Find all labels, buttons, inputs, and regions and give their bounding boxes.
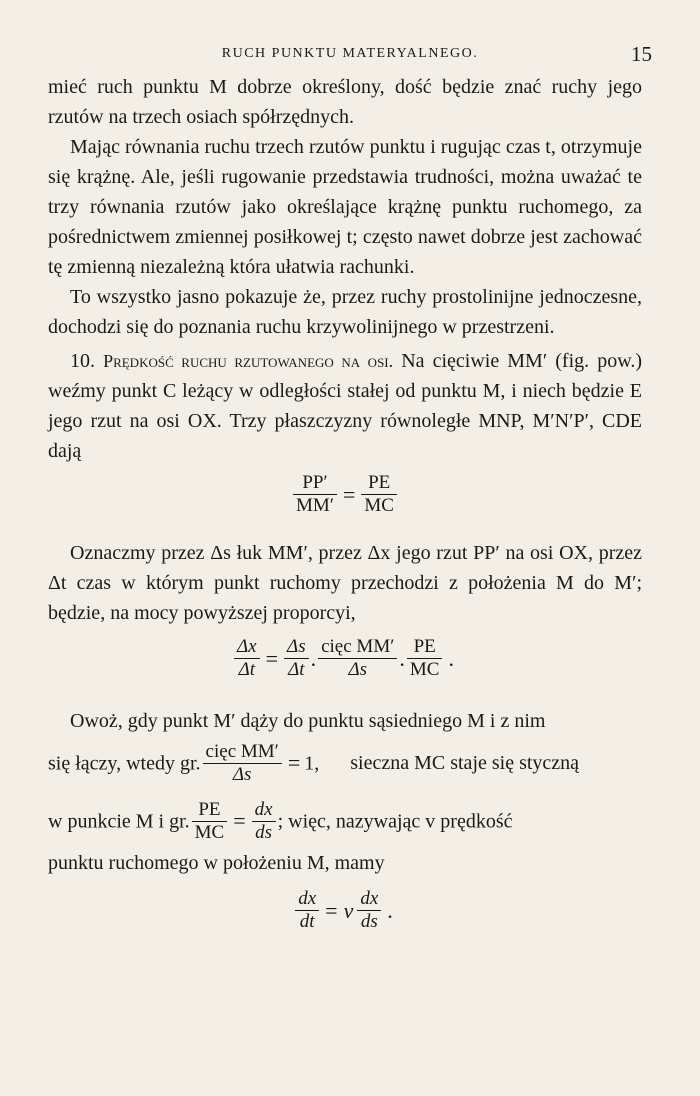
section-text: Na cięciwie MM′ (fig. pow.) weźmy punkt C leżący w odległości stałej od punktu M, i niech będzie E jego rzut na osi OX. Trzy płaszczyzny równoległe MNP, M′N′P′, CDE dają	[48, 350, 642, 462]
equation-ratio: $\frac{\Delta x}{\Delta t}$ = $\frac{\Delta s}{\Delta t}$ . $\frac{\text{cięc MM′}}{\Delta s}$ . $\frac{PE}{MC}$ .	[48, 628, 642, 706]
paragraph-1: mieć ruch punktu M dobrze określony, dość będzie znać ruchy jego rzutów na trzech osiach spółrzędnych.	[48, 76, 642, 128]
section-number: 10.	[70, 350, 95, 372]
fraction: $\frac{PE}{MC}$	[361, 472, 397, 517]
paragraph-6: Owoż, gdy punkt M′ dąży do punktu sąsiedniego M i z nim	[70, 710, 546, 732]
page-number: 15	[631, 42, 652, 66]
fraction: $\frac{PP'}{MM'}$	[293, 472, 337, 517]
paragraph-5: Oznaczmy przez Δs łuk MM′, przez Δx jego rzut PP′ na osi OX, przez Δt czas w którym punkt ruchomy przechodzi z położenia M do M′; będzie, na mocy powyższej proporcyi,	[48, 542, 642, 624]
equation-proportion: $\frac{PP'}{MM'}$ = $\frac{PE}{MC}$	[48, 466, 642, 538]
running-title: RUCH PUNKTU MATERYALNEGO.	[221, 46, 479, 61]
limit-line-2: w punkcie M i gr. $\frac{PE}{MC}$ = $\frac{dx}{ds}$ ; więc, nazywając v prędkość	[48, 798, 513, 843]
page-header	[48, 42, 652, 68]
paragraph-2: Mając równania ruchu trzech rzutów punktu i rugując czas t, otrzymuje się krążnę. Ale, jeśli rugowanie przedstawia trudności, można uważać te trzy równania rzutów jako określające krążnę punktu ruchomego, za pośrednictwem zmiennej posiłkowej t; często nawet dobrze jest zachować tę zmienną niezależną która ułatwia rachunki.	[48, 136, 642, 278]
section-10	[48, 346, 642, 466]
limit-line-1: się łączy, wtedy gr. $\frac{\text{cięc MM′}}{\Delta s}$ = 1, sieczna MC staje się styczną	[48, 740, 580, 785]
section-heading: Prędkość ruchu rzutowanego na osi.	[103, 351, 394, 371]
paragraph-3: To wszystko jasno pokazuje że, przez ruchy prostolinijne jednoczesne, dochodzi się do poznania ruchu krzywolinijnego w przestrzeni.	[48, 286, 642, 338]
page-body	[48, 72, 642, 962]
equation-velocity: $\frac{dx}{dt}$ = v $\frac{dx}{ds}$ .	[48, 878, 642, 962]
paragraph-9: punktu ruchomego w położeniu M, mamy	[48, 852, 385, 874]
